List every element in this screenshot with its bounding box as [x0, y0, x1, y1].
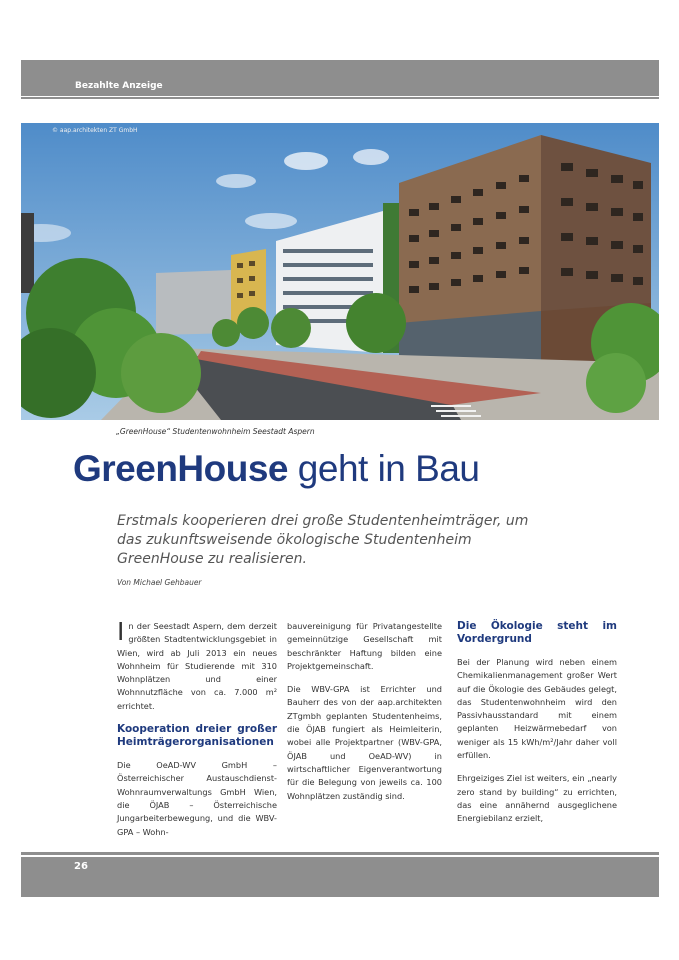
col1-paragraph-1: n der Seestadt Aspern, dem derzeit größten Stadtentwicklungsgebiet in Wien, wird ab Juli 2013 ein neues Wohnheim für Studierende mit 310 Wohnplätzen und einer Wohnnutzfläche von ca. 7.000 m² errichtet. — [117, 621, 277, 711]
photo-caption: „GreenHouse“ Studentenwohnheim Seestadt Aspern — [116, 427, 315, 436]
footer-rule — [21, 852, 659, 855]
col3-paragraph-2: Ehrgeiziges Ziel ist weiters, ein „nearly zero stand by building“ zu errichten, das eine annähernd ausgeglichene Energiebilanz erzielt, — [457, 773, 617, 824]
col3-paragraph-1: Bei der Planung wird neben einem Chemikalienmanagement großer Wert auf die Ökologie des Gebäudes gelegt, das Studentenwohnheim wird den Passivhausstandard mit einem geplanten Heizwärmebedarf von weniger als 15 kWh/m²/Jahr daher voll erfüllen. — [457, 657, 617, 761]
column-3 — [457, 620, 617, 836]
header-label: Bezahlte Anzeige — [75, 81, 163, 91]
column-2 — [287, 620, 442, 813]
article-title — [73, 448, 480, 490]
article-author: Von Michael Gehbauer — [117, 578, 202, 587]
header-rule — [21, 97, 659, 99]
col1-heading: Kooperation dreier großer Heimträgerorganisationen — [117, 723, 277, 749]
dropcap: I — [117, 617, 125, 646]
col3-heading: Die Ökologie steht im Vordergrund — [457, 620, 617, 645]
page-number: 26 — [74, 861, 88, 872]
footer-bar — [21, 857, 659, 897]
col1-paragraph-2: Die OeAD-WV GmbH – Österreichischer Austauschdienst-Wohnraumverwaltungs GmbH Wien, die ÖJAB – Österreichische Jungarbeiterbewegung, und die WBV-GPA – Wohn- — [117, 760, 277, 837]
header-bar — [21, 60, 659, 96]
photo-copyright: © aap.architekten ZT GmbH — [52, 127, 138, 134]
title-light: geht in Bau — [297, 448, 480, 489]
column-1 — [117, 617, 277, 849]
title-bold: GreenHouse — [73, 448, 289, 489]
building-rendering — [21, 123, 659, 420]
col2-paragraph-1: bauvereinigung für Privatangestellte gemeinnützige Gesellschaft mit beschränkter Haftung bilden eine Projektgemeinschaft. — [287, 621, 442, 671]
col2-paragraph-2: Die WBV-GPA ist Errichter und Bauherr des von der aap.architekten ZTgmbh geplanten Studentenheims, die ÖJAB fungiert als Heimleiterin, wobei alle Projektpartner (WBV-GPA, ÖJAB und OeAD-WV) in wirtschaftlicher Eigenverantwortung für die Belegung von jeweils ca. 100 Wohnplätzen zuständig sind. — [287, 684, 442, 801]
article-lead: Erstmals kooperieren drei große Studentenheimträger, um das zukunftsweisende ökologische Studentenheim GreenHouse zu realisieren. — [117, 513, 529, 567]
